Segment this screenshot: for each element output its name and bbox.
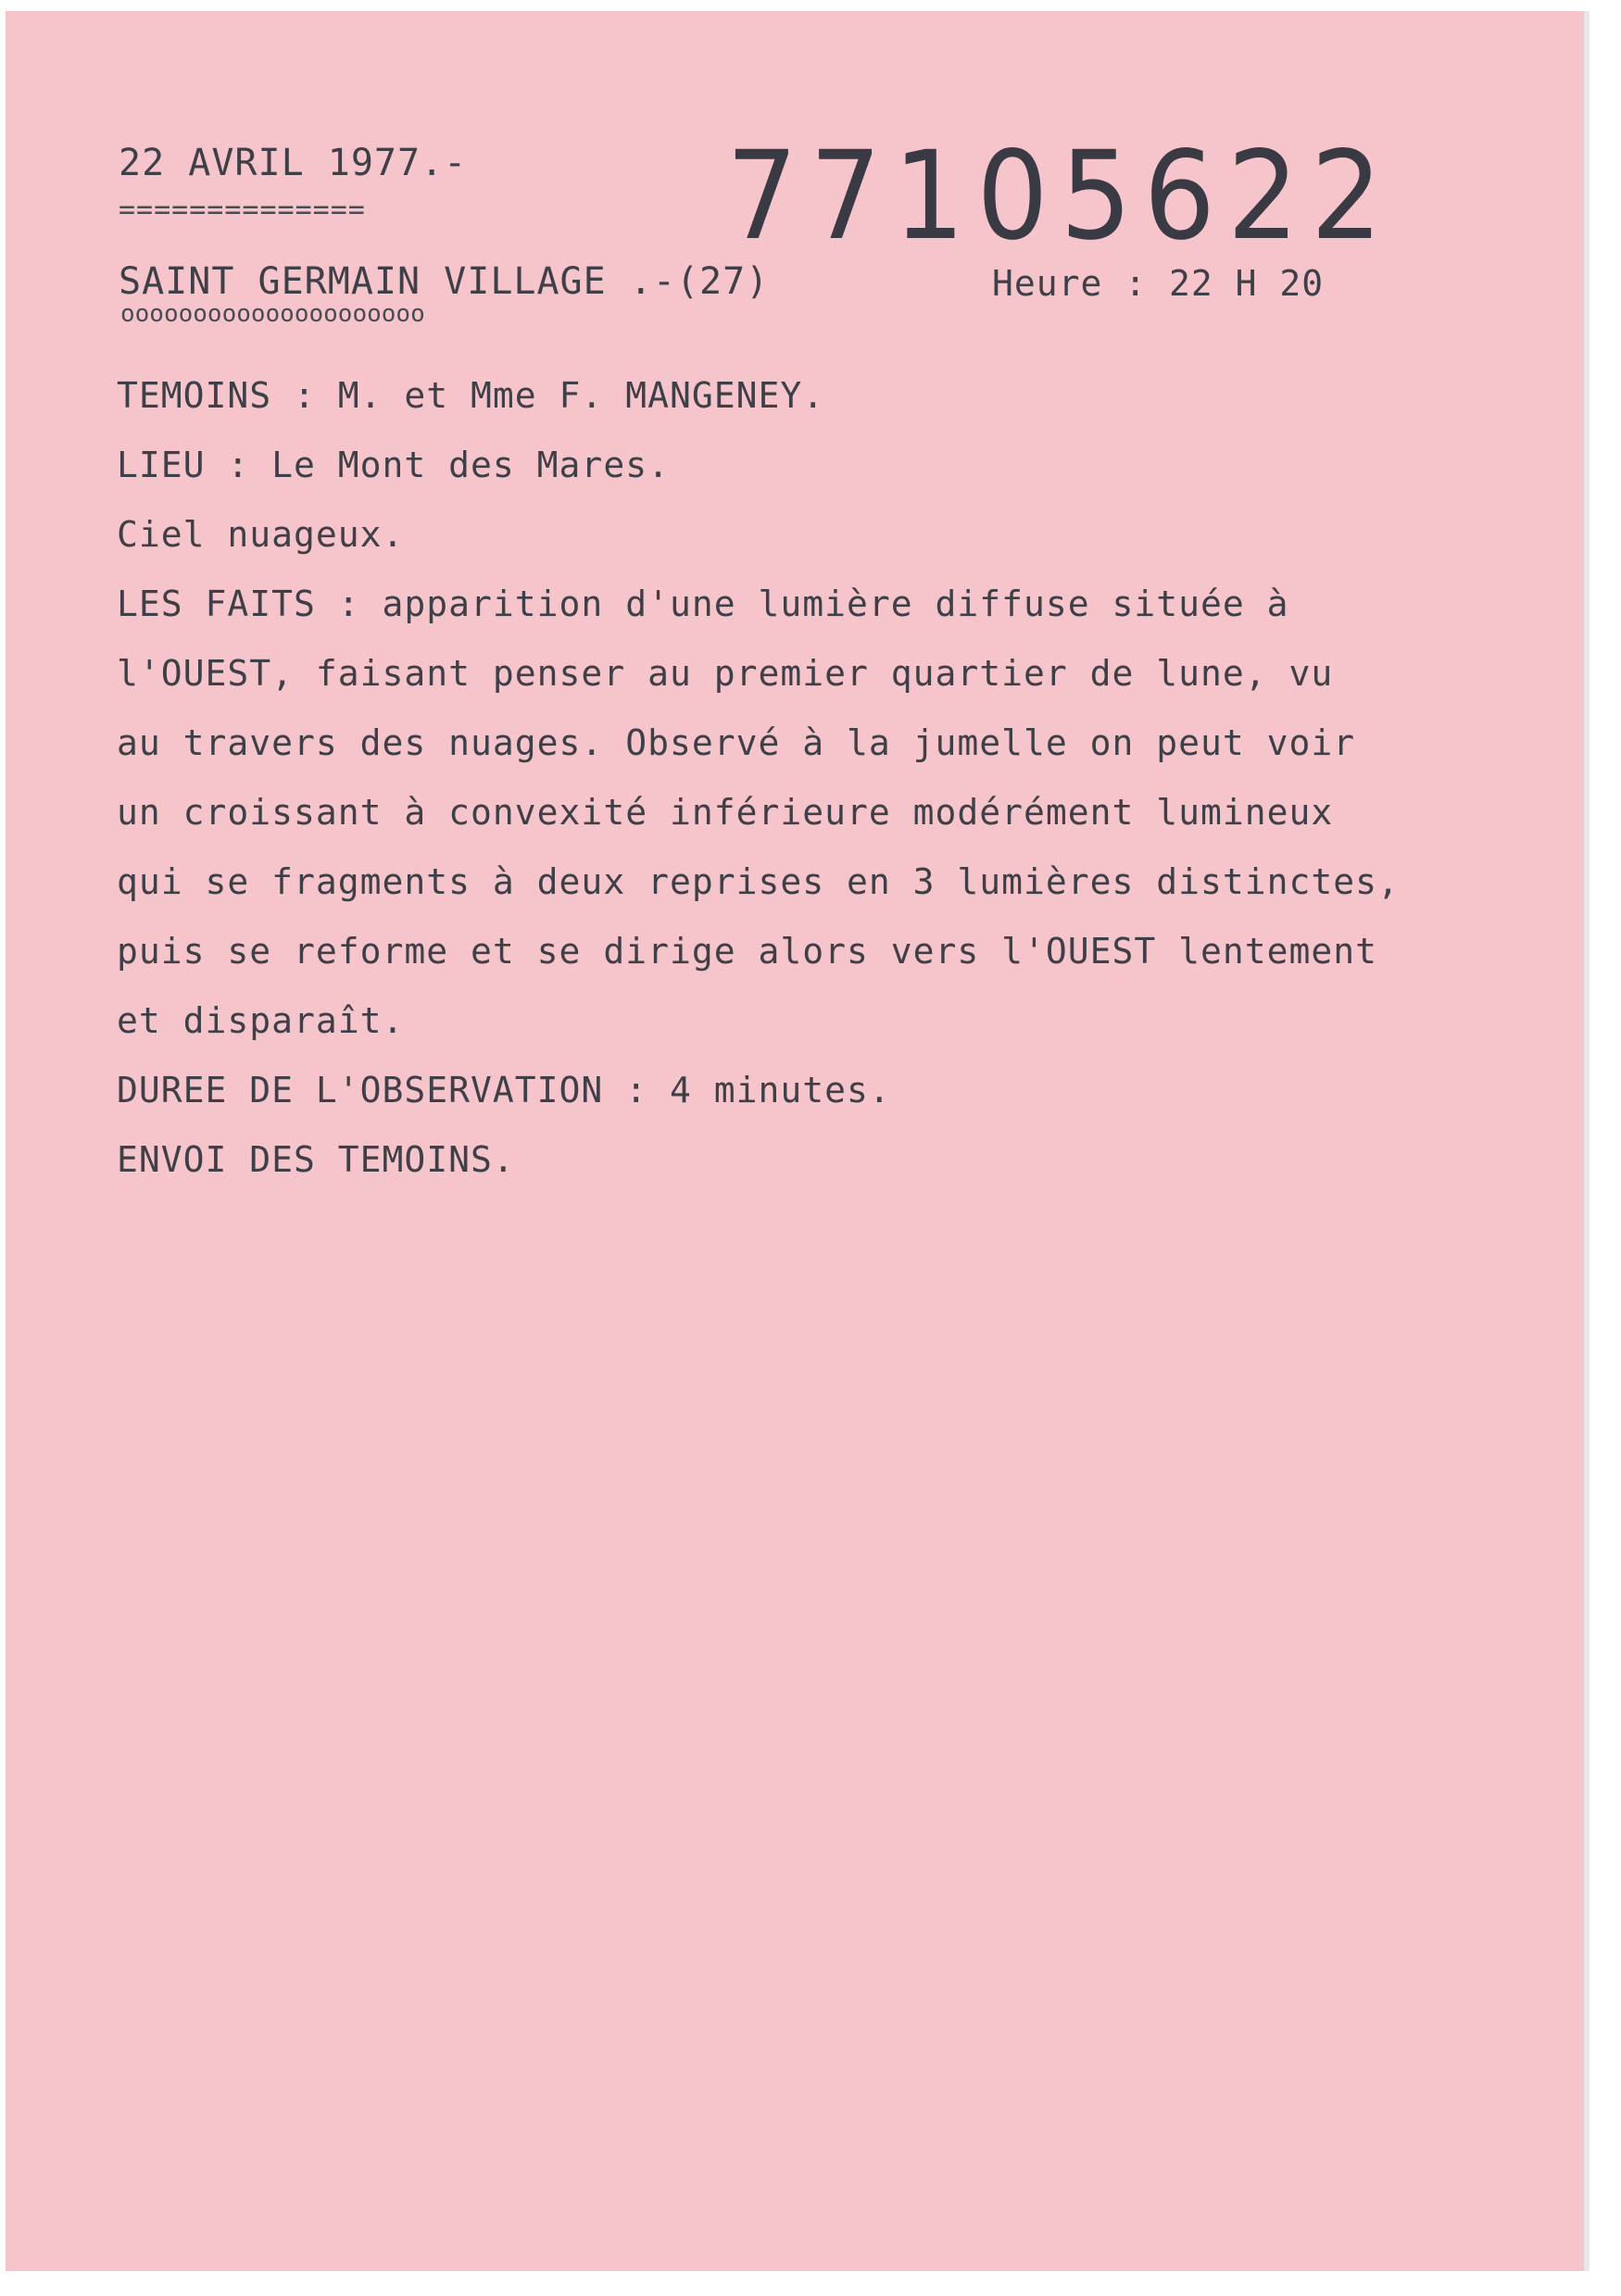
location-line: LIEU : Le Mont des Mares. bbox=[117, 445, 670, 485]
report-place: SAINT GERMAIN VILLAGE .-(27) bbox=[119, 260, 770, 303]
facts-line: puis se reforme et se dirige alors vers l'OUEST lentement bbox=[117, 931, 1378, 972]
facts-line: au travers des nuages. Observé à la jumelle on peut voir bbox=[117, 722, 1356, 763]
report-time: Heure : 22 H 20 bbox=[992, 263, 1325, 304]
facts-line: et disparaît. bbox=[117, 1000, 405, 1041]
facts-line: LES FAITS : apparition d'une lumière diffuse située à bbox=[117, 583, 1289, 624]
date-underline: ============== bbox=[119, 194, 366, 226]
page-edge bbox=[1584, 11, 1590, 2271]
sending-line: ENVOI DES TEMOINS. bbox=[117, 1139, 515, 1180]
page-margin bbox=[0, 2271, 1621, 2296]
facts-line: qui se fragments à deux reprises en 3 lumières distinctes, bbox=[117, 861, 1400, 902]
duration-line: DUREE DE L'OBSERVATION : 4 minutes. bbox=[117, 1070, 891, 1110]
report-date: 22 AVRIL 1977.- bbox=[119, 142, 468, 184]
case-number-stamp: 77105622 bbox=[726, 125, 1395, 268]
witnesses-line: TEMOINS : M. et Mme F. MANGENEY. bbox=[117, 375, 825, 416]
sky-line: Ciel nuageux. bbox=[117, 514, 405, 555]
place-underline: ooooooooooooooooooooo bbox=[120, 300, 425, 328]
facts-line: l'OUEST, faisant penser au premier quartier de lune, vu bbox=[117, 653, 1334, 694]
facts-line: un croissant à convexité inférieure modérément lumineux bbox=[117, 792, 1334, 833]
